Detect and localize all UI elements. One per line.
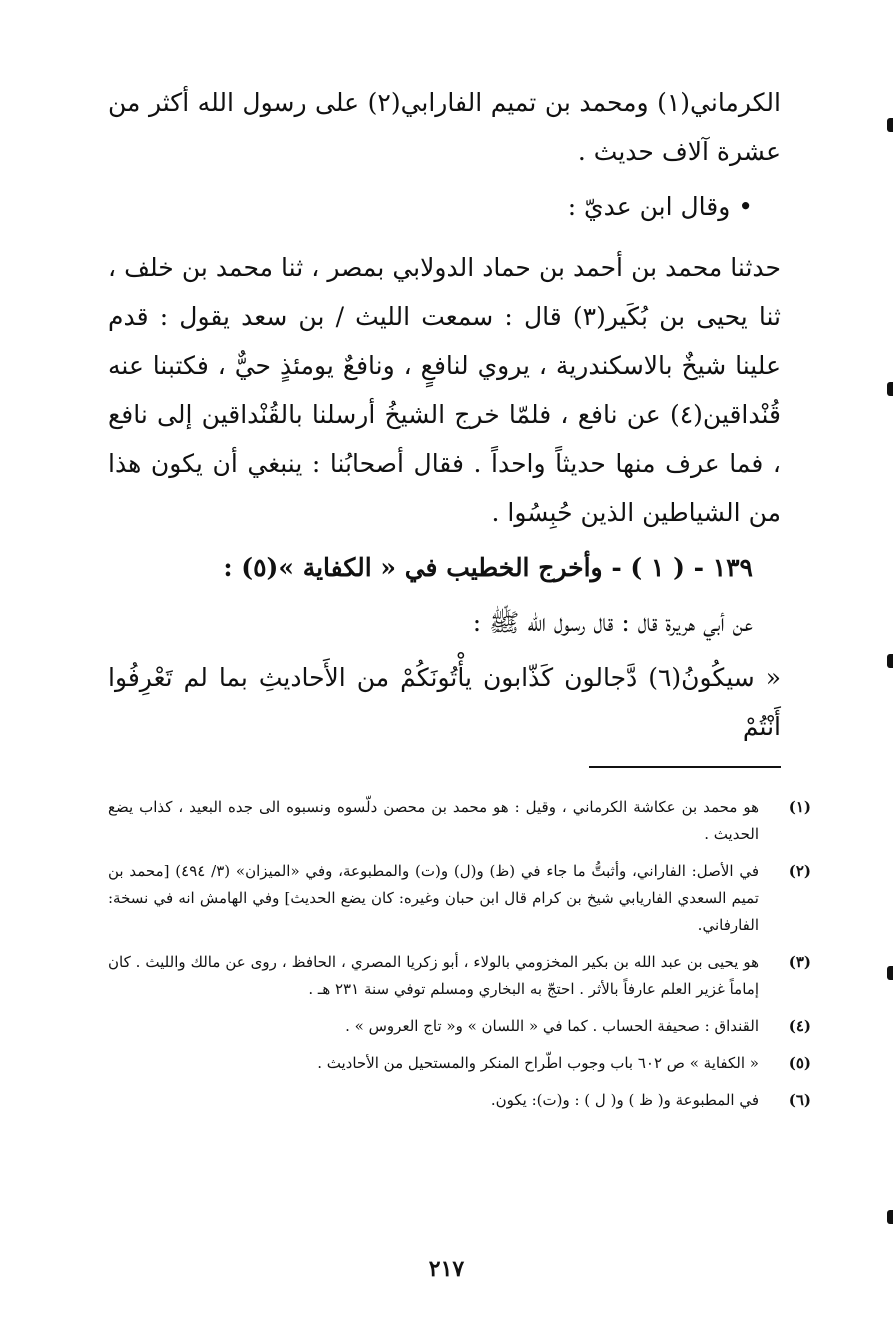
footnote-number: (١) xyxy=(788,798,811,816)
hadith-heading: ١٣٩ - ( ١ ) - وأخرج الخطيب في « الكفاية »(٥) : xyxy=(223,553,753,582)
footnote-divider xyxy=(589,766,781,768)
edge-mark xyxy=(887,382,893,396)
text-paragraph-3: حدثنا محمد بن أحمد بن حماد الدولابي بمصر ، ثنا محمد بن خلف ، ثنا يحيى بن بُكَير(٣) قال : سمعت الليث / بن سعد يقول : قدم علينا شيخٌ بالاسكندرية ، يروي لنافعٍ ، ونافعٌ يومئذٍ حيٌّ ، فكتبنا عنه قُنْداقين(٤) عن نافع ، فلمّا خرج الشيخُ أرسلنا بالقُنْداقين إلى نافع ، فما عرف منها حديثاً واحداً . فقال أصحابُنا : ينبغي أن يكون هذا من الشياطين الذين حُبِسُوا . xyxy=(108,253,781,527)
footnote-6 xyxy=(108,1087,811,1114)
edge-mark xyxy=(887,1210,893,1224)
footnote-number: (٤) xyxy=(788,1017,811,1035)
text-line-2: • وقال ابن عديّ : xyxy=(567,192,753,221)
footnote-4 xyxy=(108,1013,811,1040)
footnotes xyxy=(108,794,811,1124)
footnote-1 xyxy=(108,794,811,848)
footnote-number: (٥) xyxy=(788,1054,811,1072)
footnote-number: (٣) xyxy=(788,953,811,971)
footnote-number: (٢) xyxy=(788,862,811,880)
edge-mark xyxy=(887,654,893,668)
footnote-text: القنداق : صحيفة الحساب . كما في « اللسان » و« تاج العروس » . xyxy=(345,1017,759,1035)
footnote-text: في الأصل: الفاراني، وأثبتُّ ما جاء في (ظ) و(ل) و(ت) والمطبوعة، وفي «الميزان» (٣/ ٤٩٤) [محمد بن تميم السعدي الفاريابي شيخ بن كرام قال ابن حبان وغيره: كان يضع الحديث] وفي الهامش انه في نسخة: الفارفاني. xyxy=(108,862,760,934)
footnote-text: هو محمد بن عكاشة الكرماني ، وقيل : هو محمد بن محصن دلّسوه ونسبوه الى جده البعيد ، كذاب يضع الحديث . xyxy=(108,798,759,843)
text-line-6: « سيكُونُ(٦) دَّجالون كَذّابون يأْتُونَكُمْ من الأَحاديثِ بما لم تَعْرِفُوا أَنْتُمْ xyxy=(108,663,781,741)
footnote-3 xyxy=(108,949,811,1003)
footnote-2 xyxy=(108,858,811,939)
edge-mark xyxy=(887,118,893,132)
text-line-1: الكرماني(١) ومحمد بن تميم الفارابي(٢) على رسول الله أكثر من عشرة آلاف حديث . xyxy=(108,88,781,166)
footnote-text: « الكفاية » ص ٦٠٢ باب وجوب اطّراح المنكر والمستحيل من الأحاديث . xyxy=(317,1054,759,1072)
page-number: ٢١٧ xyxy=(428,1256,465,1282)
footnote-text: هو يحيى بن عبد الله بن بكير المخزومي بالولاء ، أبو زكريا المصري ، الحافظ ، روى عن مالك والليث . كان إماماً غزير العلم عارفاً بالأثر . احتجّ به البخاري ومسلم توفي سنة ٢٣١ هـ . xyxy=(108,953,759,998)
text-line-5: عن أبي هريرة قال : قال رسول الله ﷺ : xyxy=(472,608,753,637)
footnote-text: في المطبوعة و( ظ ) و( ل ) : و(ت): يكون. xyxy=(490,1091,759,1109)
footnote-number: (٦) xyxy=(788,1091,811,1109)
main-text xyxy=(108,78,781,751)
footnote-5 xyxy=(108,1050,811,1077)
edge-mark xyxy=(887,966,893,980)
